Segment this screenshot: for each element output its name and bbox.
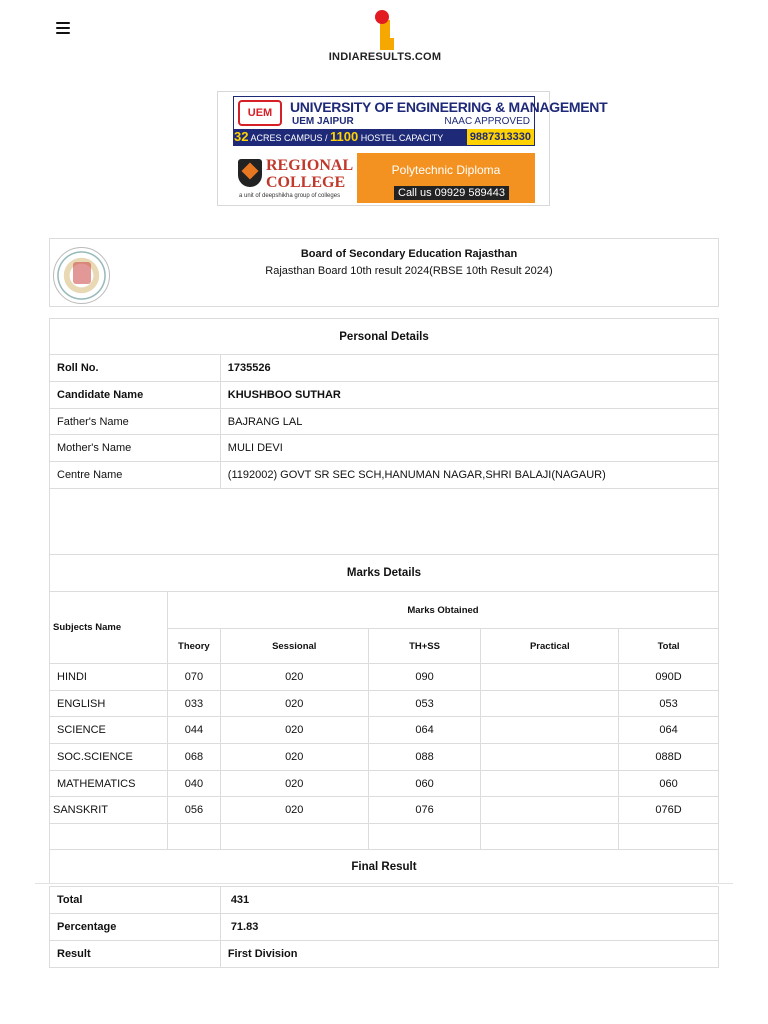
centre-name-label: Centre Name xyxy=(50,462,221,489)
table-row xyxy=(50,664,719,691)
practical-mark xyxy=(481,664,619,691)
total-mark: 053 xyxy=(619,691,719,717)
board-name: Board of Secondary Education Rajasthan xyxy=(300,248,518,260)
divider xyxy=(35,883,733,884)
practical-header: Practical xyxy=(481,629,619,664)
menu-icon[interactable] xyxy=(56,22,70,36)
table-row xyxy=(50,797,719,824)
uem-ad-banner[interactable] xyxy=(233,96,608,146)
father-name-label: Father's Name xyxy=(50,409,221,435)
acres-number: 32 xyxy=(234,129,249,144)
college-name-line2: COLLEGE xyxy=(266,174,346,191)
result-label: Result xyxy=(50,941,221,968)
uem-campus: UEM JAIPUR xyxy=(292,116,354,127)
percentage-value: 71.83 xyxy=(220,914,718,941)
college-tagline: a unit of deepshikha group of colleges xyxy=(239,193,341,199)
theory-mark: 044 xyxy=(167,717,220,744)
sessional-mark: 020 xyxy=(220,744,368,771)
table-row xyxy=(50,744,719,771)
subject-name: MATHEMATICS xyxy=(50,771,168,797)
regional-college-ad-banner[interactable] xyxy=(233,153,535,203)
uem-naac: NAAC APPROVED xyxy=(444,116,530,127)
theory-mark: 070 xyxy=(167,664,220,691)
personal-details-heading: Personal Details xyxy=(50,319,719,355)
total-value: 431 xyxy=(220,887,718,914)
college-name-line1: REGIONAL xyxy=(266,157,354,174)
marks-details-table xyxy=(49,554,719,884)
mother-name-value: MULI DEVI xyxy=(220,435,718,462)
subjects-name-header: Subjects Name xyxy=(50,592,168,664)
spacer-row xyxy=(50,489,719,555)
ad-container xyxy=(217,91,608,206)
theory-mark: 033 xyxy=(167,691,220,717)
theory-header: Theory xyxy=(167,629,220,664)
sessional-mark: 020 xyxy=(220,691,368,717)
hostel-number: 1100 xyxy=(330,129,359,144)
empty-row xyxy=(50,824,719,850)
theory-mark: 040 xyxy=(167,771,220,797)
sessional-header: Sessional xyxy=(220,629,368,664)
sessional-mark: 020 xyxy=(220,717,368,744)
candidate-name-label: Candidate Name xyxy=(50,382,221,409)
uem-logo: UEM xyxy=(238,100,282,126)
total-header: Total xyxy=(619,629,719,664)
practical-mark xyxy=(481,717,619,744)
personal-details-table xyxy=(49,318,719,555)
practical-mark xyxy=(481,744,619,771)
thss-mark: 090 xyxy=(368,664,481,691)
thss-mark: 064 xyxy=(368,717,481,744)
result-value: First Division xyxy=(220,941,718,968)
table-row xyxy=(50,691,719,717)
thss-header: TH+SS xyxy=(368,629,481,664)
thss-mark: 060 xyxy=(368,771,481,797)
marks-obtained-header: Marks Obtained xyxy=(167,592,718,629)
candidate-name-value: KHUSHBOO SUTHAR xyxy=(220,382,718,409)
course-panel xyxy=(357,153,535,203)
practical-mark xyxy=(481,691,619,717)
percentage-label: Percentage xyxy=(50,914,221,941)
subject-name: ENGLISH xyxy=(50,691,168,717)
mother-name-label: Mother's Name xyxy=(50,435,221,462)
roll-label: Roll No. xyxy=(50,355,221,382)
thss-mark: 076 xyxy=(368,797,481,824)
thss-mark: 053 xyxy=(368,691,481,717)
theory-mark: 056 xyxy=(167,797,220,824)
centre-name-value: (1192002) GOVT SR SEC SCH,HANUMAN NAGAR,SHRI BALAJI(NAGAUR) xyxy=(220,462,718,489)
board-subtitle: Rajasthan Board 10th result 2024(RBSE 10th Result 2024) xyxy=(265,265,553,277)
course-name: Polytechnic Diploma xyxy=(391,163,501,177)
total-mark: 064 xyxy=(619,717,719,744)
subject-name: SOC.SCIENCE xyxy=(50,744,168,771)
marks-details-heading: Marks Details xyxy=(50,555,719,592)
subject-name: SANSKRIT xyxy=(50,797,168,824)
total-mark: 060 xyxy=(619,771,719,797)
college-shield-icon xyxy=(238,159,262,187)
indiaresults-logo-icon xyxy=(370,8,400,50)
uem-title: UNIVERSITY OF ENGINEERING & MANAGEMENT xyxy=(290,99,608,115)
father-name-value: BAJRANG LAL xyxy=(220,409,718,435)
logo-text: INDIARESULTS.COM xyxy=(328,51,442,63)
total-mark: 090D xyxy=(619,664,719,691)
practical-mark xyxy=(481,771,619,797)
practical-mark xyxy=(481,797,619,824)
subject-name: SCIENCE xyxy=(50,717,168,744)
table-row xyxy=(50,771,719,797)
theory-mark: 068 xyxy=(167,744,220,771)
site-logo[interactable] xyxy=(320,8,450,68)
acres-text: ACRES CAMPUS / xyxy=(250,133,328,143)
sessional-mark: 020 xyxy=(220,664,368,691)
total-label: Total xyxy=(50,887,221,914)
final-result-heading: Final Result xyxy=(50,850,719,884)
uem-phone: 9887313330 xyxy=(467,129,534,145)
total-mark: 076D xyxy=(619,797,719,824)
hostel-text: HOSTEL CAPACITY xyxy=(360,133,444,143)
subject-name: HINDI xyxy=(50,664,168,691)
total-mark: 088D xyxy=(619,744,719,771)
table-row xyxy=(50,717,719,744)
call-number: Call us 09929 589443 xyxy=(394,186,509,200)
final-result-table xyxy=(49,886,719,968)
roll-value: 1735526 xyxy=(220,355,718,382)
sessional-mark: 020 xyxy=(220,797,368,824)
thss-mark: 088 xyxy=(368,744,481,771)
sessional-mark: 020 xyxy=(220,771,368,797)
uem-strip xyxy=(234,129,534,145)
board-header xyxy=(49,238,719,307)
